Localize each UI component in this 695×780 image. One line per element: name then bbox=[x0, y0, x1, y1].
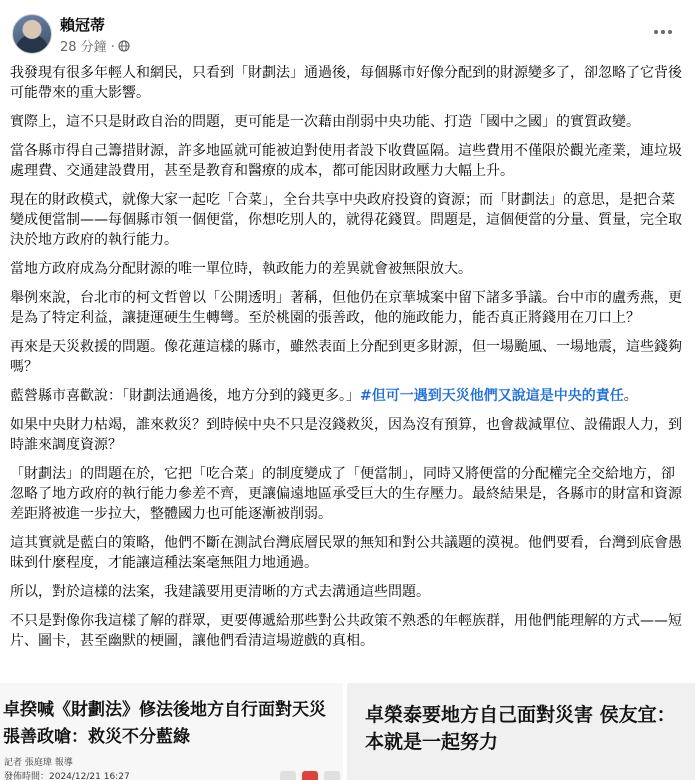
news-date: 發佈時間：2024/12/21 16:27 bbox=[4, 772, 130, 780]
post-paragraph: 現在的財政模式，就像大家一起吃「合菜」，全台共享中央政府投資的資源；而「財劃法」的意思，是把合菜變成便當制——每個縣市領一個便當，你想吃別人的，就得花錢買。問題是，這個便當的分量、質量，完全取決於地方政府的執行能力。 bbox=[10, 192, 682, 248]
news-headline: 卓榮泰要地方自己面對災害 侯友宜：本就是一起努力 bbox=[365, 704, 676, 753]
quote-text: 藍營縣市喜歡說：「財劃法通過後，地方分到的錢更多。」 bbox=[10, 388, 360, 404]
news-screenshot-right[interactable] bbox=[347, 683, 695, 780]
more-options-button[interactable] bbox=[651, 22, 675, 42]
post-paragraph: 我發現有很多年輕人和網民，只看到「財劃法」通過後，每個縣市好像分配到的財源變多了，卻忽略了它背後可能帶來的重大影響。 bbox=[10, 65, 682, 101]
news-screenshot-left[interactable] bbox=[0, 683, 343, 780]
post-header bbox=[12, 10, 683, 56]
post-paragraph: 不只是對像你我這樣了解的群眾，更要傳遞給那些對公共政策不熟悉的年輕族群，用他們能理解的方式——短片、圖卡，甚至幽默的梗圖，讓他們看清這場遊戲的真相。 bbox=[10, 613, 682, 649]
post-paragraph: 當各縣市得自己籌措財源，許多地區就可能被迫對使用者設下收費區隔。這些費用不僅限於觀光產業，連垃圾處理費、交通建設費用，甚至是教育和醫療的成本，都可能因財政壓力大幅上升。 bbox=[10, 143, 682, 179]
post-paragraph: 如果中央財力枯竭，誰來救災？到時候中央不只是沒錢救災，因為沒有預算，也會裁減單位、設備跟人力，到時誰來調度資源？ bbox=[10, 417, 682, 453]
post-paragraph: 舉例來說，台北市的柯文哲曾以「公開透明」著稱，但他仍在京華城案中留下諸多爭議。台中市的盧秀燕，更是為了特定利益，讓捷運硬生生轉彎。至於桃園的張善政，他的施政能力，能否真正將錢用在刀口上？ bbox=[10, 290, 682, 326]
attached-images bbox=[0, 683, 695, 780]
news-headline: 卓揆喊《財劃法》修法後地方自行面對天災 張善政嗆：救災不分藍綠 bbox=[3, 700, 343, 747]
share-icons bbox=[280, 771, 340, 780]
post-paragraph: 「財劃法」的問題在於，它把「吃合菜」的制度變成了「便當制」，同時又將便當的分配權完全交給地方，卻忽略了地方政府的執行能力參差不齊，更讓偏遠地區承受巨大的生存壓力。最終結果是，各縣市的財富和資源差距將被進一步拉大，整體國力也可能逐漸被削弱。 bbox=[10, 466, 682, 522]
share-icon bbox=[302, 771, 318, 780]
globe-icon bbox=[118, 40, 130, 52]
author-avatar[interactable] bbox=[12, 14, 52, 54]
post-meta bbox=[60, 36, 130, 55]
post-paragraph: 當地方政府成為分配財源的唯一單位時，執政能力的差異就會被無限放大。 bbox=[10, 261, 472, 277]
post-paragraph: 所以，對於這樣的法案，我建議要用更清晰的方式去溝通這些問題。 bbox=[10, 584, 430, 600]
author-name[interactable]: 賴冠蒂 bbox=[60, 16, 106, 34]
quote-tail: 。 bbox=[623, 388, 638, 404]
share-icon bbox=[324, 771, 340, 780]
more-horizontal-icon bbox=[653, 29, 673, 35]
hashtag-link[interactable]: #但可一遇到天災他們又說這是中央的責任 bbox=[360, 388, 624, 404]
post-paragraph: 再來是天災救援的問題。像花蓮這樣的縣市，雖然表面上分配到更多財源，但一場颱風、一場地震，這些錢夠嗎？ bbox=[10, 339, 682, 375]
post-timestamp[interactable]: 28 分鐘 · bbox=[60, 40, 115, 55]
post-body bbox=[10, 63, 682, 660]
post-paragraph: 實際上，這不只是財政自治的問題，更可能是一次藉由削弱中央功能、打造「國中之國」的實質政變。 bbox=[10, 114, 640, 130]
quote-paragraph bbox=[10, 386, 682, 406]
news-byline: 記者 張庭瑋 報導 bbox=[4, 758, 73, 768]
post-paragraph: 這其實就是藍白的策略，他們不斷在測試台灣底層民眾的無知和對公共議題的漠視。他們要看，台灣到底會愚昧到什麼程度，才能讓這種法案毫無阻力地通過。 bbox=[10, 535, 682, 571]
share-icon bbox=[280, 771, 296, 780]
